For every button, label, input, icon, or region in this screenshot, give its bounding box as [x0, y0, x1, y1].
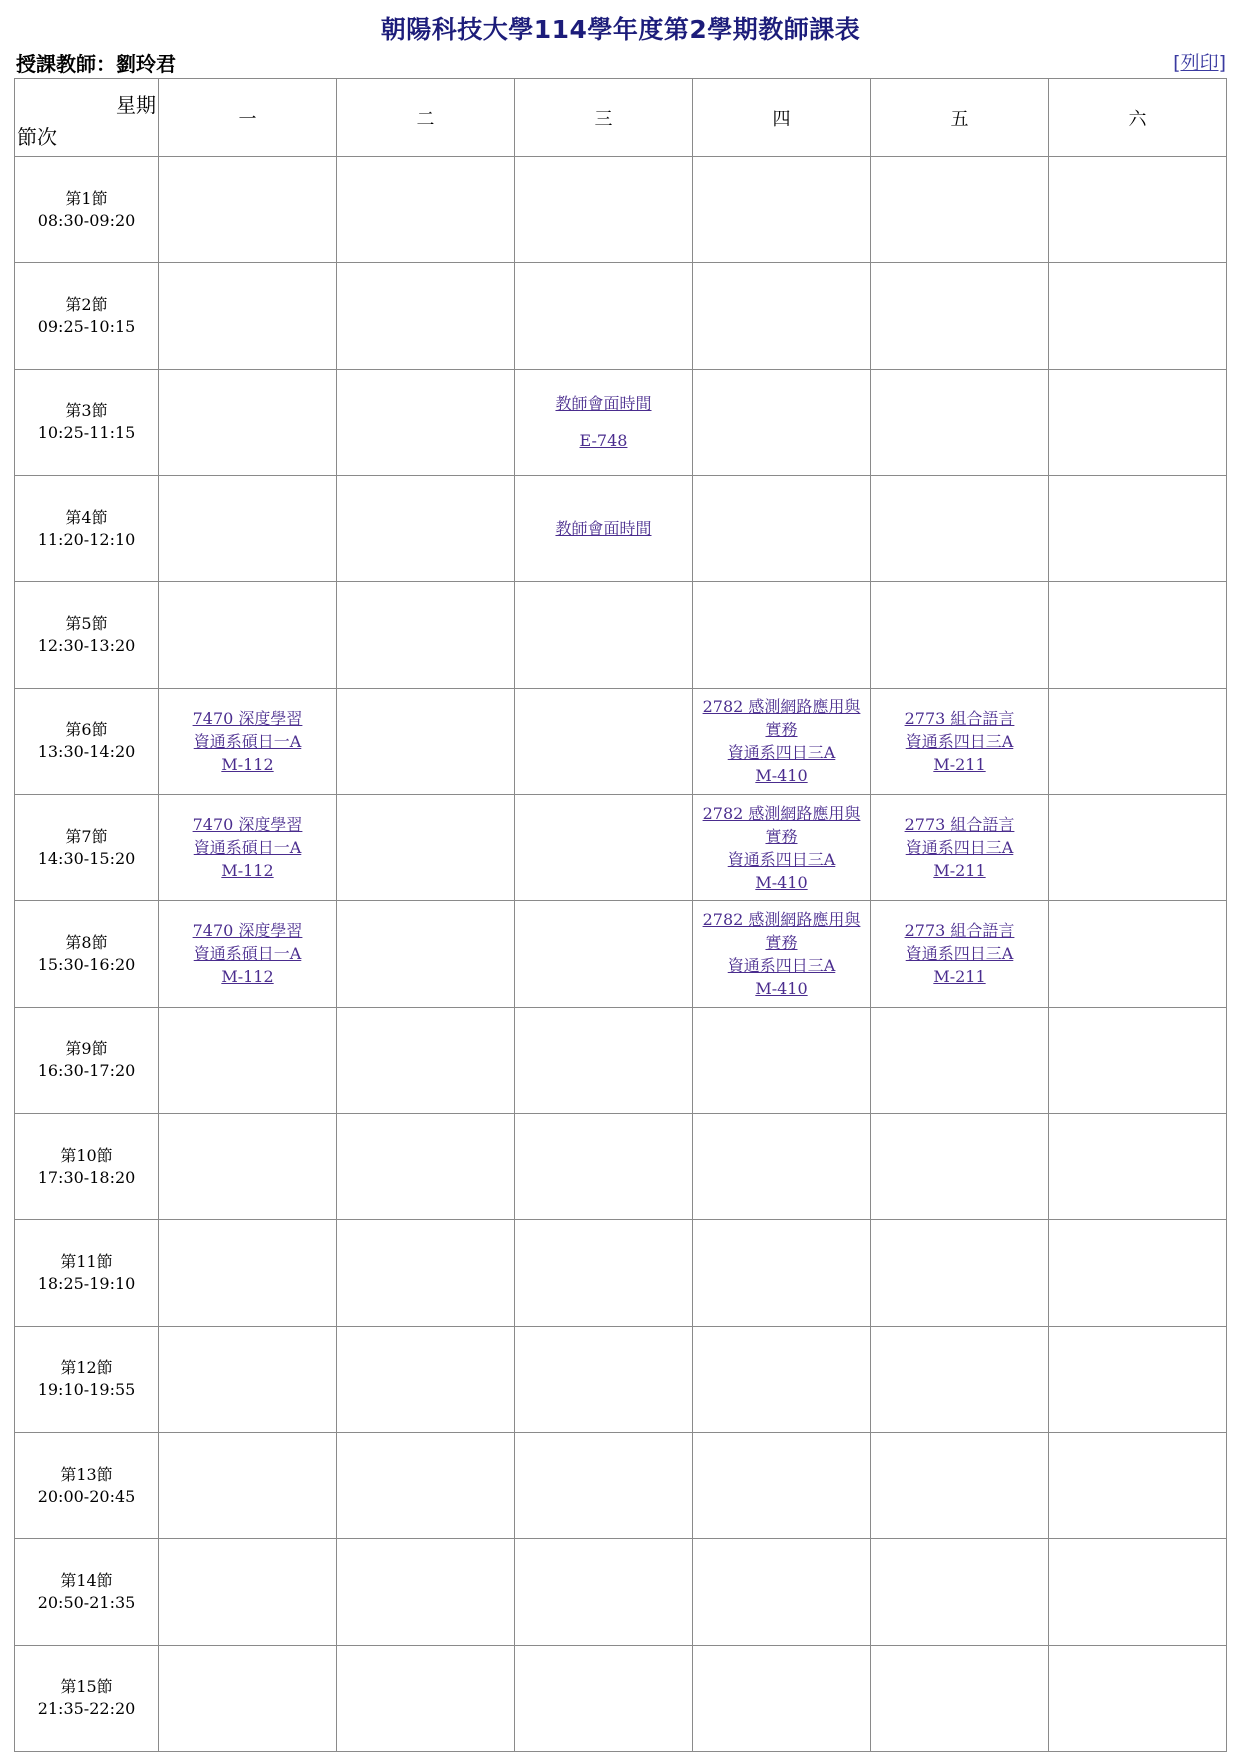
period-name: 第7節	[65, 826, 108, 846]
schedule-cell	[337, 1220, 515, 1326]
schedule-cell	[693, 794, 871, 900]
schedule-cell	[1049, 582, 1227, 688]
period-name: 第13節	[60, 1464, 113, 1484]
schedule-cell	[1049, 1645, 1227, 1751]
schedule-cell	[337, 1432, 515, 1538]
schedule-cell	[515, 582, 693, 688]
schedule-cell	[159, 157, 337, 263]
course-line: 7470 深度學習	[192, 815, 303, 835]
period-label-cell	[15, 1539, 159, 1645]
course-line: M-112	[221, 861, 274, 881]
schedule-cell	[515, 1539, 693, 1645]
period-time: 16:30-17:20	[37, 1061, 136, 1081]
schedule-cell	[337, 475, 515, 581]
schedule-cell	[515, 1326, 693, 1432]
schedule-cell	[159, 794, 337, 900]
schedule-cell	[693, 1220, 871, 1326]
schedule-cell	[693, 688, 871, 794]
schedule-cell	[871, 794, 1049, 900]
teacher-name: 授課教師：劉玲君	[16, 52, 176, 76]
schedule-cell	[515, 901, 693, 1007]
course-link[interactable]	[871, 707, 1048, 776]
schedule-cell	[693, 901, 871, 1007]
corner-period-label: 節次	[17, 125, 57, 149]
course-link[interactable]	[693, 908, 870, 1000]
schedule-cell	[1049, 1007, 1227, 1113]
schedule-cell	[337, 1007, 515, 1113]
period-name: 第10節	[60, 1145, 113, 1165]
period-time: 18:25-19:10	[37, 1273, 136, 1293]
schedule-cell	[871, 688, 1049, 794]
course-link[interactable]	[515, 517, 692, 540]
schedule-cell	[515, 157, 693, 263]
period-name: 第11節	[60, 1251, 113, 1271]
course-line: 資通系碩日一A	[193, 944, 302, 964]
period-label-cell	[15, 1645, 159, 1751]
schedule-cell	[1049, 1113, 1227, 1219]
period-row	[15, 1432, 1227, 1538]
course-line: M-410	[755, 766, 808, 786]
schedule-cell	[159, 1220, 337, 1326]
course-line: E-748	[579, 431, 628, 451]
schedule-cell	[159, 1539, 337, 1645]
schedule-cell	[515, 1432, 693, 1538]
line-gap	[515, 415, 692, 429]
schedule-cell	[693, 157, 871, 263]
period-label-cell	[15, 157, 159, 263]
schedule-cell	[871, 475, 1049, 581]
schedule-cell	[515, 1007, 693, 1113]
schedule-cell	[693, 475, 871, 581]
course-line: M-211	[933, 861, 986, 881]
schedule-cell	[159, 901, 337, 1007]
period-label-cell	[15, 582, 159, 688]
schedule-cell	[1049, 901, 1227, 1007]
schedule-cell	[159, 582, 337, 688]
period-name: 第3節	[65, 401, 108, 421]
course-line: 教師會面時間	[555, 394, 652, 414]
schedule-cell	[1049, 1220, 1227, 1326]
schedule-cell	[159, 263, 337, 369]
course-line: M-410	[755, 872, 808, 892]
period-time: 10:25-11:15	[37, 423, 136, 443]
schedule-cell	[871, 263, 1049, 369]
schedule-cell	[1049, 369, 1227, 475]
course-line: M-410	[755, 978, 808, 998]
period-time: 19:10-19:55	[37, 1380, 136, 1400]
period-label-cell	[15, 369, 159, 475]
corner-weekday-label: 星期	[116, 93, 156, 117]
schedule-cell	[871, 1113, 1049, 1219]
schedule-cell	[693, 1007, 871, 1113]
schedule-cell	[693, 1326, 871, 1432]
period-time: 13:30-14:20	[37, 742, 136, 762]
course-line: 資通系四日三A	[905, 731, 1014, 751]
course-line: M-112	[221, 967, 274, 987]
period-row	[15, 1113, 1227, 1219]
schedule-cell	[1049, 794, 1227, 900]
period-time: 20:50-21:35	[37, 1592, 136, 1612]
schedule-cell	[515, 263, 693, 369]
period-time: 20:00-20:45	[37, 1486, 136, 1506]
schedule-cell	[871, 1220, 1049, 1326]
period-label-cell	[15, 901, 159, 1007]
period-row	[15, 901, 1227, 1007]
period-row	[15, 1007, 1227, 1113]
period-row	[15, 369, 1227, 475]
schedule-cell	[1049, 1326, 1227, 1432]
period-label-cell	[15, 263, 159, 369]
course-line: 7470 深度學習	[192, 921, 303, 941]
period-row	[15, 263, 1227, 369]
course-line: 資通系四日三A	[727, 955, 836, 975]
schedule-table	[14, 78, 1227, 1752]
schedule-cell	[1049, 157, 1227, 263]
course-line: 實務	[765, 932, 798, 952]
period-label-cell	[15, 475, 159, 581]
period-name: 第15節	[60, 1677, 113, 1697]
course-line: 實務	[765, 720, 798, 740]
schedule-cell	[1049, 475, 1227, 581]
schedule-cell	[693, 263, 871, 369]
period-time: 09:25-10:15	[37, 316, 136, 336]
schedule-cell	[337, 794, 515, 900]
course-link[interactable]	[871, 919, 1048, 988]
period-row	[15, 582, 1227, 688]
course-link[interactable]	[871, 813, 1048, 882]
schedule-cell	[337, 263, 515, 369]
day-header-mon: 一	[159, 79, 337, 157]
schedule-cell	[337, 1113, 515, 1219]
course-line: 資通系碩日一A	[193, 838, 302, 858]
period-name: 第12節	[60, 1358, 113, 1378]
period-name: 第2節	[65, 294, 108, 314]
schedule-cell	[159, 688, 337, 794]
schedule-cell	[871, 1326, 1049, 1432]
course-line: 資通系四日三A	[727, 849, 836, 869]
course-link[interactable]	[515, 392, 692, 452]
schedule-cell	[159, 1645, 337, 1751]
period-row	[15, 1539, 1227, 1645]
period-time: 08:30-09:20	[37, 210, 136, 230]
day-header-thu: 四	[693, 79, 871, 157]
schedule-cell	[515, 688, 693, 794]
period-row	[15, 1645, 1227, 1751]
course-line: 資通系碩日一A	[193, 731, 302, 751]
period-name: 第8節	[65, 932, 108, 952]
schedule-cell	[1049, 688, 1227, 794]
schedule-cell	[693, 1645, 871, 1751]
period-name: 第4節	[65, 507, 108, 527]
schedule-cell	[871, 1432, 1049, 1538]
period-row	[15, 1326, 1227, 1432]
period-name: 第5節	[65, 613, 108, 633]
schedule-cell	[515, 1220, 693, 1326]
day-header-fri: 五	[871, 79, 1049, 157]
schedule-cell	[693, 1432, 871, 1538]
course-line: 資通系四日三A	[905, 944, 1014, 964]
course-line: M-211	[933, 754, 986, 774]
schedule-cell	[1049, 1432, 1227, 1538]
header-row	[15, 79, 1227, 157]
period-name: 第1節	[65, 188, 108, 208]
schedule-cell	[337, 1539, 515, 1645]
period-row	[15, 688, 1227, 794]
course-link[interactable]	[693, 695, 870, 787]
schedule-cell	[871, 1539, 1049, 1645]
schedule-cell	[693, 1539, 871, 1645]
period-time: 11:20-12:10	[37, 529, 136, 549]
schedule-cell	[515, 369, 693, 475]
course-line: M-112	[221, 754, 274, 774]
course-link[interactable]	[159, 813, 336, 882]
schedule-cell	[871, 1645, 1049, 1751]
schedule-cell	[159, 1326, 337, 1432]
schedule-cell	[337, 582, 515, 688]
course-line: 2782 感測網路應用與	[702, 909, 861, 929]
schedule-cell	[871, 157, 1049, 263]
schedule-cell	[1049, 263, 1227, 369]
period-time: 14:30-15:20	[37, 848, 136, 868]
course-line: 實務	[765, 826, 798, 846]
period-label-cell	[15, 1220, 159, 1326]
schedule-cell	[337, 369, 515, 475]
period-label-cell	[15, 794, 159, 900]
period-label-cell	[15, 1432, 159, 1538]
period-time: 15:30-16:20	[37, 954, 136, 974]
course-line: 2773 組合語言	[904, 815, 1015, 835]
course-line: 資通系四日三A	[905, 838, 1014, 858]
schedule-body	[15, 157, 1227, 1752]
schedule-cell	[871, 901, 1049, 1007]
schedule-cell	[515, 1113, 693, 1219]
schedule-cell	[871, 369, 1049, 475]
schedule-cell	[337, 1645, 515, 1751]
period-row	[15, 794, 1227, 900]
schedule-cell	[159, 1113, 337, 1219]
course-link[interactable]	[693, 802, 870, 894]
day-header-sat: 六	[1049, 79, 1227, 157]
period-row	[15, 1220, 1227, 1326]
course-line: M-211	[933, 967, 986, 987]
period-label-cell	[15, 688, 159, 794]
schedule-cell	[693, 369, 871, 475]
schedule-cell	[871, 1007, 1049, 1113]
page-title: 朝陽科技大學114學年度第2學期教師課表	[380, 15, 861, 44]
period-time: 21:35-22:20	[37, 1699, 136, 1719]
course-link[interactable]	[159, 919, 336, 988]
course-line: 2782 感測網路應用與	[702, 697, 861, 717]
schedule-cell	[693, 582, 871, 688]
period-row	[15, 475, 1227, 581]
day-header-tue: 二	[337, 79, 515, 157]
corner-cell	[15, 79, 159, 157]
period-time: 17:30-18:20	[37, 1167, 136, 1187]
schedule-cell	[337, 1326, 515, 1432]
schedule-cell	[337, 157, 515, 263]
schedule-cell	[159, 1432, 337, 1538]
schedule-cell	[337, 688, 515, 794]
period-name: 第14節	[60, 1570, 113, 1590]
schedule-cell	[1049, 1539, 1227, 1645]
period-label-cell	[15, 1326, 159, 1432]
schedule-cell	[337, 901, 515, 1007]
course-line: 教師會面時間	[555, 519, 652, 539]
period-name: 第6節	[65, 720, 108, 740]
course-line: 7470 深度學習	[192, 708, 303, 728]
period-label-cell	[15, 1007, 159, 1113]
course-link[interactable]	[159, 707, 336, 776]
schedule-cell	[693, 1113, 871, 1219]
print-link[interactable]: [列印]	[1173, 52, 1226, 74]
course-line: 2773 組合語言	[904, 708, 1015, 728]
schedule-cell	[515, 794, 693, 900]
day-header-wed: 三	[515, 79, 693, 157]
schedule-cell	[515, 475, 693, 581]
course-line: 2773 組合語言	[904, 921, 1015, 941]
period-time: 12:30-13:20	[37, 635, 136, 655]
period-label-cell	[15, 1113, 159, 1219]
period-name: 第9節	[65, 1039, 108, 1059]
course-line: 資通系四日三A	[727, 743, 836, 763]
schedule-cell	[159, 369, 337, 475]
course-line: 2782 感測網路應用與	[702, 803, 861, 823]
schedule-cell	[159, 1007, 337, 1113]
schedule-cell	[871, 582, 1049, 688]
schedule-cell	[159, 475, 337, 581]
period-row	[15, 157, 1227, 263]
schedule-cell	[515, 1645, 693, 1751]
